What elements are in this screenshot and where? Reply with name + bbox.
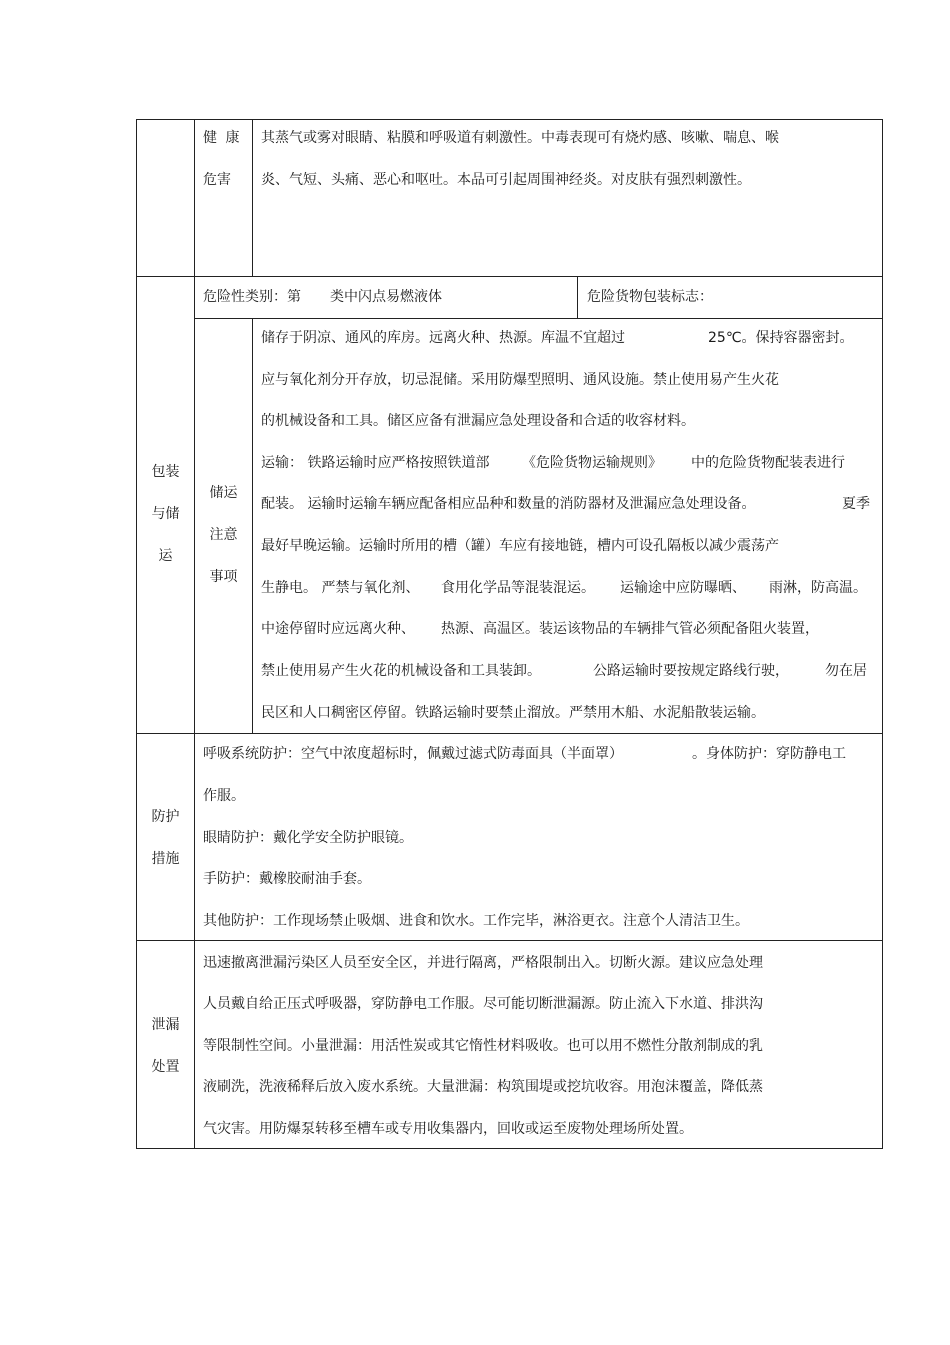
table-border-bottom — [136, 1148, 883, 1149]
storage-line: 的机械设备和工具。储区应备有泄漏应急处理设备和合适的收容材料。 — [261, 413, 695, 429]
protection-line: 手防护：戴橡胶耐油手套。 — [203, 871, 371, 887]
storage-line: 中途停留时应远离火种、 — [261, 621, 415, 637]
leak-line: 等限制性空间。小量泄漏：用活性炭或其它惰性材料吸收。也可以用不燃性分散剂制成的乳 — [203, 1038, 763, 1054]
packaging-section-label: 包装 与储 运 — [151, 464, 180, 564]
storage-line: 运输途中应防曝晒、 — [620, 580, 746, 596]
protection-label: 防护 措施 — [151, 809, 180, 867]
col-divider — [194, 119, 195, 1149]
health-text-line: 其蒸气或雾对眼睛、粘膜和呼吸道有刺激性。中毒表现可有烧灼感、咳嗽、喘息、喉 — [261, 130, 779, 146]
storage-line: 热源、高温区。装运该物品的车辆排气管必须配备阻火装置， — [441, 621, 819, 637]
health-label-line1: 健 康 — [203, 130, 242, 146]
hazard-class-label: 危险性类别：第 — [203, 289, 301, 305]
storage-line: 勿在居 — [825, 663, 867, 679]
leak-label: 泄漏 处置 — [151, 1017, 180, 1075]
storage-line: 配装。 运输时运输车辆应配备相应品种和数量的消防器材及泄漏应急处理设备。 — [261, 496, 756, 512]
table-border-top — [136, 119, 883, 120]
protection-line: 作服。 — [203, 788, 245, 804]
protection-line: 其他防护：工作现场禁止吸烟、进食和饮水。工作完毕，淋浴更衣。注意个人清洁卫生。 — [203, 913, 749, 929]
leak-line: 迅速撤离泄漏污染区人员至安全区，并进行隔离，严格限制出入。切断火源。建议应急处理 — [203, 955, 763, 971]
storage-notes-label: 储运 注意 事项 — [209, 485, 238, 585]
hazard-class-value: 类中闪点易燃液体 — [330, 289, 442, 305]
storage-line: 公路运输时要按规定路线行驶， — [593, 663, 789, 679]
storage-line: 应与氧化剂分开存放，切忌混储。采用防爆型照明、通风设施。禁止使用易产生火花 — [261, 372, 779, 388]
storage-line: 储存于阴凉、通风的库房。远离火种、热源。库温不宜超过 — [261, 330, 625, 346]
storage-line: 禁止使用易产生火花的机械设备和工具装卸。 — [261, 663, 541, 679]
storage-line: 25℃。保持容器密封。 — [708, 330, 854, 346]
leak-line: 液刷洗，洗液稀释后放入废水系统。大量泄漏：构筑围堤或挖坑收容。用泡沫覆盖，降低蒸 — [203, 1079, 763, 1095]
row-divider — [136, 940, 883, 941]
package-mark-label: 危险货物包装标志： — [587, 289, 713, 305]
storage-line: 民区和人口稠密区停留。铁路运输时要禁止溜放。严禁用木船、水泥船散装运输。 — [261, 705, 765, 721]
row-divider — [194, 318, 883, 319]
col-divider — [252, 318, 253, 734]
col-divider — [252, 119, 253, 277]
table-border-left — [136, 119, 137, 1149]
storage-line: 中的危险货物配装表进行 — [691, 455, 845, 471]
storage-line: 夏季 — [842, 496, 870, 512]
storage-line: 生静电。 严禁与氧化剂、 — [261, 580, 420, 596]
col-divider — [577, 276, 578, 319]
table-border-right — [882, 119, 883, 1149]
storage-line: 食用化学品等混装混运。 — [441, 580, 595, 596]
leak-line: 人员戴自给正压式呼吸器，穿防静电工作服。尽可能切断泄漏源。防止流入下水道、排洪沟 — [203, 996, 763, 1012]
storage-line: 最好早晚运输。运输时所用的槽（罐）车应有接地链，槽内可设孔隔板以减少震荡产 — [261, 538, 779, 554]
row-divider — [136, 276, 883, 277]
row-divider — [136, 733, 883, 734]
storage-line: 《危险货物运输规则》 — [522, 455, 662, 471]
leak-line: 气灾害。用防爆泵转移至槽车或专用收集器内，回收或运至废物处理场所处置。 — [203, 1121, 693, 1137]
health-text-line: 炎、气短、头痛、恶心和呕吐。本品可引起周围神经炎。对皮肤有强烈刺激性。 — [261, 172, 751, 188]
protection-line: 眼睛防护：戴化学安全防护眼镜。 — [203, 830, 413, 846]
storage-line: 雨淋，防高温。 — [769, 580, 867, 596]
protection-line: 。身体防护：穿防静电工 — [692, 746, 846, 762]
health-label-line2: 危害 — [203, 172, 231, 188]
storage-line: 运输： 铁路运输时应严格按照铁道部 — [261, 455, 490, 471]
protection-line: 呼吸系统防护：空气中浓度超标时，佩戴过滤式防毒面具（半面罩） — [203, 746, 623, 762]
